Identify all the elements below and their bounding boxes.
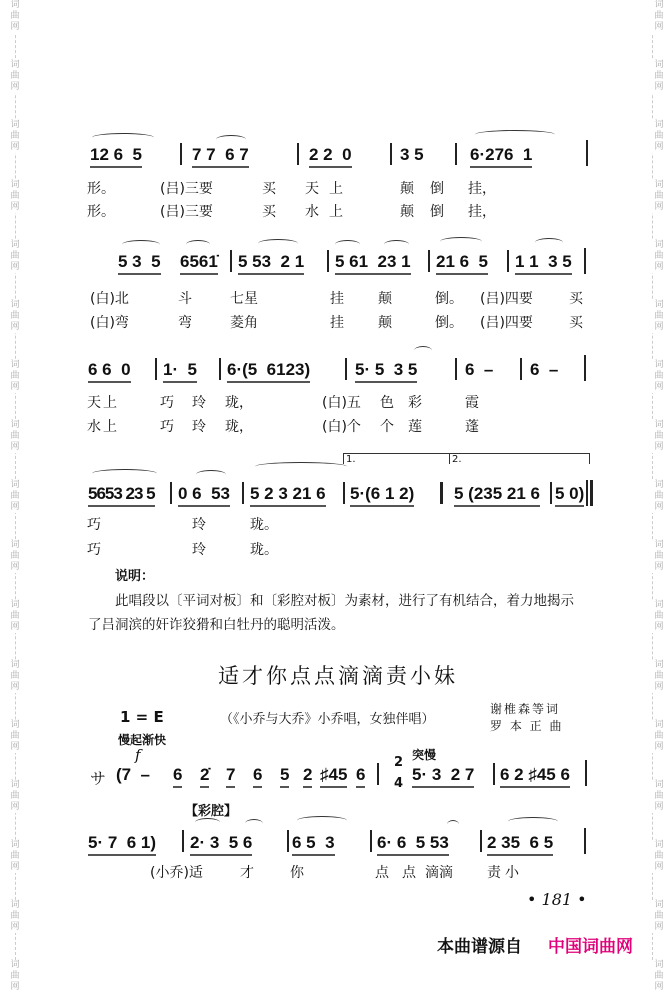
watermark-text: 词曲网	[652, 840, 666, 873]
lyric: 弯	[178, 315, 192, 331]
lyric: 挂，	[468, 181, 496, 197]
measure: 5 3 5	[118, 252, 161, 275]
note: 2̇	[200, 765, 209, 788]
dynamic-marking: f	[135, 746, 141, 764]
lyric: 彩	[408, 395, 422, 411]
free-meter-symbol: サ	[90, 769, 107, 788]
lyric: 点	[402, 865, 416, 881]
lyric: 巧	[87, 517, 101, 533]
watermark-text: 词曲网	[652, 660, 666, 693]
measure: 6·276 1	[470, 145, 532, 168]
note: 6	[253, 765, 262, 788]
volta-1: 1.	[343, 453, 449, 464]
measure: 1· 5	[163, 360, 197, 383]
composer: 罗 本 正 曲	[490, 719, 564, 733]
measure: 5 2 3 21 6	[250, 484, 326, 507]
lyric: 巧	[160, 419, 174, 435]
note-text: 了吕洞滨的奸诈狡猾和白牡丹的聪明活泼。	[88, 617, 345, 633]
watermark-text: 词曲网	[652, 300, 666, 333]
lyric: 天上	[305, 181, 353, 197]
lyric: (小乔)适	[150, 865, 203, 881]
lyric: 挂	[330, 315, 344, 331]
lyric: (吕)四要	[480, 291, 533, 307]
watermark-text: 词曲网	[652, 480, 666, 513]
lyric: (吕)三要	[160, 181, 213, 197]
footer-source-label: 本曲谱源自	[437, 937, 522, 957]
measure: 2· 3 5 6	[190, 833, 252, 856]
lyric: (吕)四要	[480, 315, 533, 331]
lyric: 玲	[192, 542, 206, 558]
song-subtitle: （《小乔与大乔》小乔唱，女独伴唱）	[220, 712, 435, 727]
lyric: 颠	[378, 315, 392, 331]
watermark-text: 词曲网	[8, 120, 22, 153]
watermark-text: 词曲网	[652, 900, 666, 933]
lyric: 才	[240, 865, 254, 881]
measure: 6·(5 6123)	[227, 360, 310, 383]
note: 6	[356, 765, 365, 788]
watermark-text: 词曲网	[652, 180, 666, 213]
measure: 5 (235 21 6	[454, 484, 540, 507]
measure: 5 61 23 1	[335, 252, 411, 275]
note: ♯45	[320, 765, 347, 788]
measure: 21 6 5	[436, 252, 488, 275]
lyric: 天上	[87, 395, 119, 411]
lyric: 霞	[465, 395, 479, 411]
measure: 6· 6 5 53	[377, 833, 449, 856]
measure: 2 2 0	[309, 145, 352, 168]
lyric: 挂	[330, 291, 344, 307]
watermark-text: 词曲网	[8, 300, 22, 333]
lyric: 颠	[400, 181, 414, 197]
note: 2	[303, 765, 312, 788]
tempo-change: 突慢	[412, 748, 437, 762]
section-label: 【彩腔】	[185, 804, 238, 819]
lyric: (白)北	[90, 291, 129, 307]
watermark-text: 词曲网	[8, 840, 22, 873]
time-signature-bottom: 4	[394, 776, 404, 791]
measure: 6 –	[530, 360, 559, 379]
lyric: 责小	[487, 865, 523, 881]
lyric: (白)个	[322, 419, 361, 435]
lyric: 水上	[305, 204, 353, 220]
watermark-text: 词曲网	[8, 780, 22, 813]
note: 5	[280, 765, 289, 788]
time-signature-top: 2	[394, 755, 404, 770]
note: 6	[173, 765, 182, 788]
lyric: 玲	[192, 395, 206, 411]
measure: 6 –	[465, 360, 494, 379]
lyric: 买	[262, 204, 276, 220]
tempo-marking: 慢起渐快	[118, 733, 167, 747]
lyric: (白)五	[322, 395, 361, 411]
watermark-text: 词曲网	[652, 780, 666, 813]
lyric: 个	[380, 419, 394, 435]
note: (7 –	[116, 765, 151, 784]
watermark-text: 词曲网	[8, 420, 22, 453]
lyric: 倒。	[435, 291, 463, 307]
lyric: 色	[380, 395, 394, 411]
watermark-text: 词曲网	[8, 360, 22, 393]
lyric: 挂，	[468, 204, 496, 220]
lyric: 蓬	[465, 419, 479, 435]
lyric: 珑，	[225, 419, 253, 435]
measure: 6 5 3	[292, 833, 335, 856]
watermark-text: 词曲网	[652, 600, 666, 633]
lyric: 倒	[430, 181, 444, 197]
watermark-text: 词曲网	[8, 0, 22, 33]
measure: 5· 7 6 1)	[88, 833, 156, 856]
watermark-text: 词曲网	[652, 0, 666, 33]
watermark-text: 词曲网	[8, 540, 22, 573]
measure: 0 6 53	[178, 484, 230, 507]
measure: 6561̇	[180, 252, 218, 275]
lyric: 买	[569, 291, 583, 307]
watermark-text: 词曲网	[652, 360, 666, 393]
lyric: 菱角	[230, 315, 258, 331]
watermark-text: 词曲网	[8, 600, 22, 633]
watermark-text: 词曲网	[652, 60, 666, 93]
song-title: 适才你点点滴滴责小妹	[218, 664, 458, 688]
measure: 3 5	[400, 145, 424, 164]
lyric: 巧	[87, 542, 101, 558]
measure: 12 6 5	[90, 145, 142, 168]
watermark-text: 词曲网	[8, 660, 22, 693]
measure: 5 0)	[555, 484, 584, 507]
lyric: 你	[290, 865, 304, 881]
watermark-text: 词曲网	[652, 720, 666, 753]
watermark-text: 词曲网	[8, 900, 22, 933]
lyric: 买	[262, 181, 276, 197]
lyric: 珑。	[250, 542, 278, 558]
lyric: 点	[375, 865, 389, 881]
lyric: 珑，	[225, 395, 253, 411]
watermark-text: 词曲网	[8, 240, 22, 273]
note-heading: 说明：	[115, 569, 155, 584]
measure: 2 35 6 5	[487, 833, 553, 856]
lyric: (吕)三要	[160, 204, 213, 220]
watermark-text: 词曲网	[8, 180, 22, 213]
volta-2: 2.	[449, 453, 590, 464]
lyricist: 谢椎森等词	[490, 702, 561, 716]
lyric: 七星	[230, 291, 258, 307]
lyric: 玲	[192, 517, 206, 533]
watermark-text: 词曲网	[8, 60, 22, 93]
lyric: 买	[569, 315, 583, 331]
footer-site-link[interactable]: 中国词曲网	[548, 937, 633, 957]
watermark-text: 词曲网	[652, 120, 666, 153]
measure: 5· 3 2 7	[412, 765, 474, 788]
measure: 1 1 3 5	[515, 252, 572, 275]
lyric: 倒。	[435, 315, 463, 331]
lyric: 巧	[160, 395, 174, 411]
lyric: 斗	[178, 291, 192, 307]
measure: 7 7 6 7	[192, 145, 249, 168]
watermark-text: 词曲网	[652, 960, 666, 993]
lyric: 倒	[430, 204, 444, 220]
key-signature: 1 = E	[120, 708, 164, 726]
lyric: 珑。	[250, 517, 278, 533]
watermark-text: 词曲网	[8, 480, 22, 513]
page-number: • 181 •	[527, 890, 587, 909]
measure: 5653 23 5	[88, 484, 155, 507]
measure: 6 6 0	[88, 360, 131, 383]
lyric: 玲	[192, 419, 206, 435]
lyric: (白)弯	[90, 315, 129, 331]
watermark-text: 词曲网	[652, 240, 666, 273]
measure: 6 2 ♯45 6	[500, 765, 570, 788]
lyric: 颠	[400, 204, 414, 220]
measure: 5·(6 1 2)	[350, 484, 414, 507]
lyric: 水上	[87, 419, 119, 435]
lyric: 形。	[87, 181, 115, 197]
note-text: 此唱段以〔平词对板〕和〔彩腔对板〕为素材，进行了有机结合，着力地揭示	[115, 593, 574, 609]
note: 7	[226, 765, 235, 788]
lyric: 颠	[378, 291, 392, 307]
measure: 5· 5 3 5	[355, 360, 417, 383]
lyric: 莲	[408, 419, 422, 435]
watermark-text: 词曲网	[652, 420, 666, 453]
watermark-text: 词曲网	[652, 540, 666, 573]
measure: 5 53 2 1	[238, 252, 304, 275]
watermark-text: 词曲网	[8, 960, 22, 993]
watermark-text: 词曲网	[8, 720, 22, 753]
lyric: 形。	[87, 204, 115, 220]
lyric: 滴滴	[425, 865, 453, 881]
